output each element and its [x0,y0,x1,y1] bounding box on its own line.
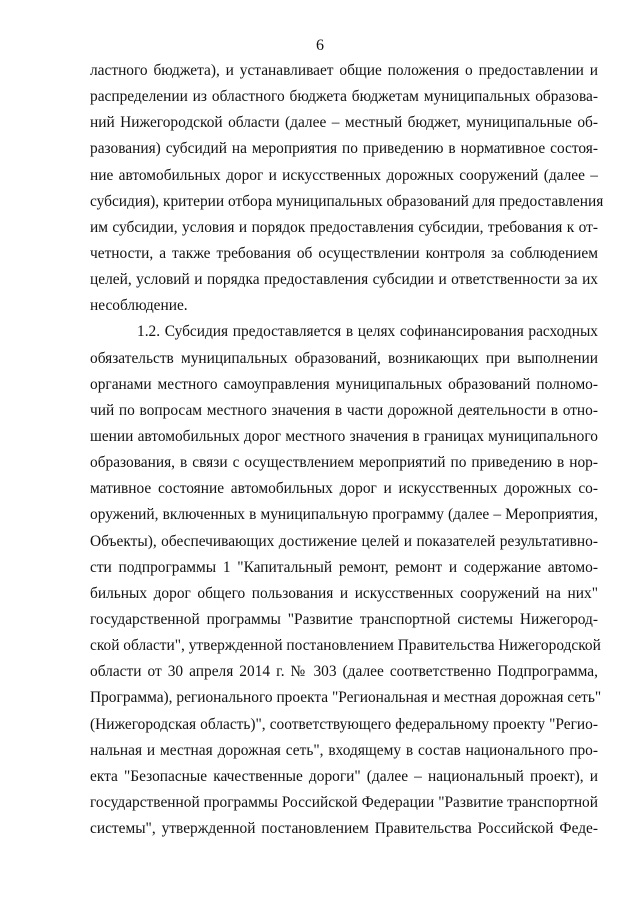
text-line: ластного бюджета), и устанавливает общие положения о предоставлении и [90,62,598,79]
text-line: им субсидии, условия и порядок предоставления субсидии, требования к от- [90,218,598,236]
text-line: Объекты), обеспечивающих достижение целей и показателей результативно- [90,532,598,550]
text-line: разования) субсидий на мероприятия по приведению в нормативное состоя- [90,140,598,158]
text-line: шении автомобильных дорог местного значения в границах муниципального [90,427,598,445]
paragraph-1 [90,58,604,319]
text-line: системы", утвержденной постановлением Правительства Российской Феде- [90,820,598,838]
text-line: мативное состояние автомобильных дорог и искусственных дорожных со- [90,480,598,498]
text-line: чий по вопросам местного значения в части дорожной деятельности в отно- [90,401,598,419]
text-line: ской области", утвержденной постановлением Правительства Нижегородской [90,637,601,655]
text-line: образования, в связи с осуществлением мероприятий по приведению в нор- [90,454,598,472]
text-line: государственной программы Российской Федерации "Развитие транспортной [90,793,598,811]
text-line: распределении из областного бюджета бюджетам муниципальных образова- [90,88,598,106]
text-line: целей, условий и порядка предоставления субсидии и ответственности за их [90,271,598,289]
text-line: сти подпрограммы 1 "Капитальный ремонт, ремонт и содержание автомо- [90,558,598,576]
text-line: обязательств муниципальных образований, возникающих при выполнении [90,349,598,367]
text-line: ние автомобильных дорог и искусственных дорожных сооружений (далее – [90,166,598,184]
text-line: несоблюдение. [90,297,188,315]
page-number: 6 [316,37,324,54]
document-body [90,58,604,842]
text-line: 1.2. Субсидия предоставляется в целях софинансирования расходных [137,323,598,341]
text-line: четности, а также требования об осуществлении контроля за соблюдением [90,244,598,262]
text-line: нальная и местная дорожная сеть", входящему в состав национального про- [90,741,598,759]
text-line: области от 30 апреля 2014 г. № 303 (далее соответственно Подпрограмма, [90,663,598,681]
text-line: субсидия), критерии отбора муниципальных образований для предоставления [90,192,604,210]
text-line: (Нижегородская область)", соответствующего федеральному проекту "Регио- [90,715,598,733]
text-line: оружений, включенных в муниципальную программу (далее – Мероприятия, [90,506,598,524]
text-line: ний Нижегородской области (далее – местный бюджет, муниципальные об- [90,114,598,132]
text-line: Программа), регионального проекта "Региональная и местная дорожная сеть" [90,689,602,707]
paragraph-2 [90,319,602,842]
text-line: екта "Безопасные качественные дороги" (далее – национальный проект), и [90,767,598,785]
text-line: органами местного самоуправления муниципальных образований полномо- [90,375,598,393]
text-line: государственной программы "Развитие транспортной системы Нижегород- [90,610,598,628]
text-line: бильных дорог общего пользования и искусственных сооружений на них" [90,584,598,602]
